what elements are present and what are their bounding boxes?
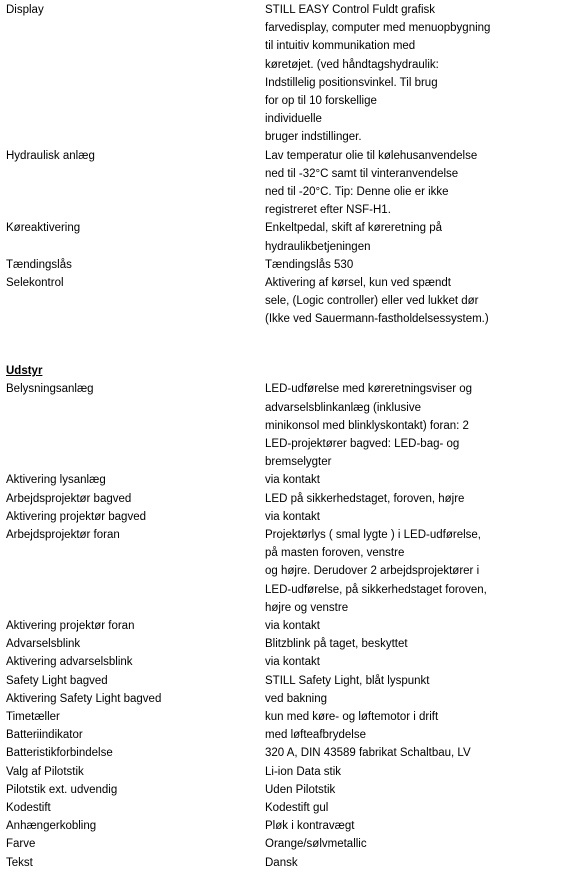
- spec-label: Arbejdsprojektør bagved: [6, 492, 132, 505]
- spec-value-line: Dansk: [265, 856, 298, 869]
- spec-value: [265, 147, 565, 220]
- spec-label: Farve: [6, 838, 36, 851]
- spec-value-line: ned til -32°C samt til vinteranvendelse: [265, 167, 459, 180]
- spec-label: Aktivering advarselsblink: [6, 656, 133, 669]
- spec-value-line: via kontakt: [265, 620, 320, 633]
- spec-value: [265, 781, 565, 799]
- spec-value-line: højre og venstre: [265, 601, 349, 614]
- spec-value-line: LED-udførelse med køreretningsviser og: [265, 383, 473, 396]
- spec-value-line: Kodestift gul: [265, 802, 329, 815]
- spec-value-line: LED på sikkerhedstaget, foroven, højre: [265, 492, 465, 505]
- spec-value: [265, 653, 565, 671]
- spec-label: Pilotstik ext. udvendig: [6, 783, 118, 796]
- spec-value-line: Aktivering af kørsel, kun ved spændt: [265, 277, 451, 289]
- spec-value: [265, 490, 565, 508]
- spec-value-line: hydraulikbetjeningen: [265, 240, 371, 253]
- spec-label: Tændingslås: [6, 258, 72, 271]
- spec-value: [265, 617, 565, 635]
- spec-value-line: Tændingslås 530: [265, 258, 354, 271]
- spec-label: Anhængerkobling: [6, 820, 97, 833]
- spec-value-line: individuelle: [265, 113, 322, 126]
- spec-value-line: bruger indstillinger.: [265, 131, 362, 144]
- spec-value-line: via kontakt: [265, 510, 320, 523]
- spec-label: Tekst: [6, 856, 33, 869]
- spec-value: [265, 219, 565, 255]
- spec-label: Køreaktivering: [6, 222, 81, 235]
- spec-value-line: Enkeltpedal, skift af køreretning på: [265, 222, 443, 235]
- spec-value-line: Pløk i kontravægt: [265, 820, 355, 833]
- spec-value-line: via kontakt: [265, 474, 320, 487]
- spec-label: Aktivering lysanlæg: [6, 474, 106, 487]
- spec-label: Advarselsblink: [6, 638, 81, 651]
- spec-value-line: LED-udførelse, på sikkerhedstaget foroven,: [265, 583, 487, 596]
- spec-value-line: Orange/sølvmetallic: [265, 838, 367, 851]
- spec-value-line: 320 A, DIN 43589 fabrikat Schaltbau, LV: [265, 747, 471, 760]
- spec-value: [265, 726, 565, 744]
- spec-value: [265, 1, 565, 147]
- spec-value: [265, 744, 565, 762]
- spec-label: Batteriindikator: [6, 729, 83, 742]
- spec-label: Selekontrol: [6, 277, 64, 289]
- spec-value-line: bremselygter: [265, 456, 332, 469]
- spec-value-line: registreret efter NSF-H1.: [265, 204, 391, 217]
- spec-label: Kodestift: [6, 802, 51, 815]
- spec-value-line: for op til 10 forskellige: [265, 95, 377, 108]
- spec-value: [265, 635, 565, 653]
- spec-value-line: (Ikke ved Sauermann-fastholdelsessystem.): [265, 313, 489, 326]
- spec-value-line: og højre. Derudover 2 arbejdsprojektører i: [265, 565, 480, 578]
- spec-label: Hydraulisk anlæg: [6, 149, 95, 162]
- section-heading: Udstyr: [6, 365, 43, 378]
- spec-value: [265, 763, 565, 781]
- spec-value-line: til intuitiv kommunikation med: [265, 40, 416, 53]
- spec-value: [265, 854, 565, 872]
- spec-value: [265, 508, 565, 526]
- spec-label: Batteristikforbindelse: [6, 747, 113, 760]
- spec-value: [265, 690, 565, 708]
- spec-value-line: via kontakt: [265, 656, 320, 669]
- spec-value: [265, 256, 565, 274]
- spec-label: Timetæller: [6, 711, 60, 724]
- spec-value: [265, 526, 565, 617]
- spec-value: [265, 274, 565, 329]
- spec-label: Display: [6, 4, 44, 16]
- spec-label: Safety Light bagved: [6, 674, 108, 687]
- spec-label: Arbejdsprojektør foran: [6, 529, 120, 542]
- spec-value-line: Indstillelig positionsvinkel. Til brug: [265, 76, 438, 89]
- spec-value-line: minikonsol med blinklyskontakt) foran: 2: [265, 419, 469, 432]
- spec-label: Valg af Pilotstik: [6, 765, 84, 778]
- spec-value-line: sele, (Logic controller) eller ved lukket dør: [265, 295, 479, 308]
- spec-value: [265, 799, 565, 817]
- spec-value-line: Uden Pilotstik: [265, 783, 336, 796]
- spec-value-line: på masten foroven, venstre: [265, 547, 405, 560]
- spec-value-line: med løfteafbrydelse: [265, 729, 366, 742]
- spec-value-line: Blitzblink på taget, beskyttet: [265, 638, 408, 651]
- spec-value-line: Li-ion Data stik: [265, 765, 342, 778]
- spec-value: [265, 708, 565, 726]
- spec-value-line: farvedisplay, computer med menuopbygning: [265, 22, 491, 35]
- spec-value: [265, 835, 565, 853]
- spec-value-line: Projektørlys ( smal lygte ) i LED-udførelse,: [265, 529, 481, 542]
- spec-label: Aktivering projektør foran: [6, 620, 135, 633]
- spec-value-line: advarselsblinkanlæg (inklusive: [265, 401, 421, 414]
- spec-value: [265, 380, 565, 471]
- spec-value-line: STILL Safety Light, blåt lyspunkt: [265, 674, 430, 687]
- spec-value-line: køretøjet. (ved håndtagshydraulik:: [265, 58, 439, 71]
- spec-label: Aktivering Safety Light bagved: [6, 692, 162, 705]
- spec-value: [265, 471, 565, 489]
- spec-value: [265, 672, 565, 690]
- spec-value: [265, 817, 565, 835]
- spec-value-line: LED-projektører bagved: LED-bag- og: [265, 438, 460, 451]
- spec-value-line: kun med køre- og løftemotor i drift: [265, 711, 439, 724]
- spec-value-line: ned til -20°C. Tip: Denne olie er ikke: [265, 186, 449, 198]
- spec-label: Belysningsanlæg: [6, 383, 94, 396]
- spec-label: Aktivering projektør bagved: [6, 510, 146, 523]
- spec-value-line: STILL EASY Control Fuldt grafisk: [265, 4, 436, 16]
- spec-value-line: Lav temperatur olie til kølehusanvendelse: [265, 149, 478, 162]
- spec-value-line: ved bakning: [265, 692, 328, 705]
